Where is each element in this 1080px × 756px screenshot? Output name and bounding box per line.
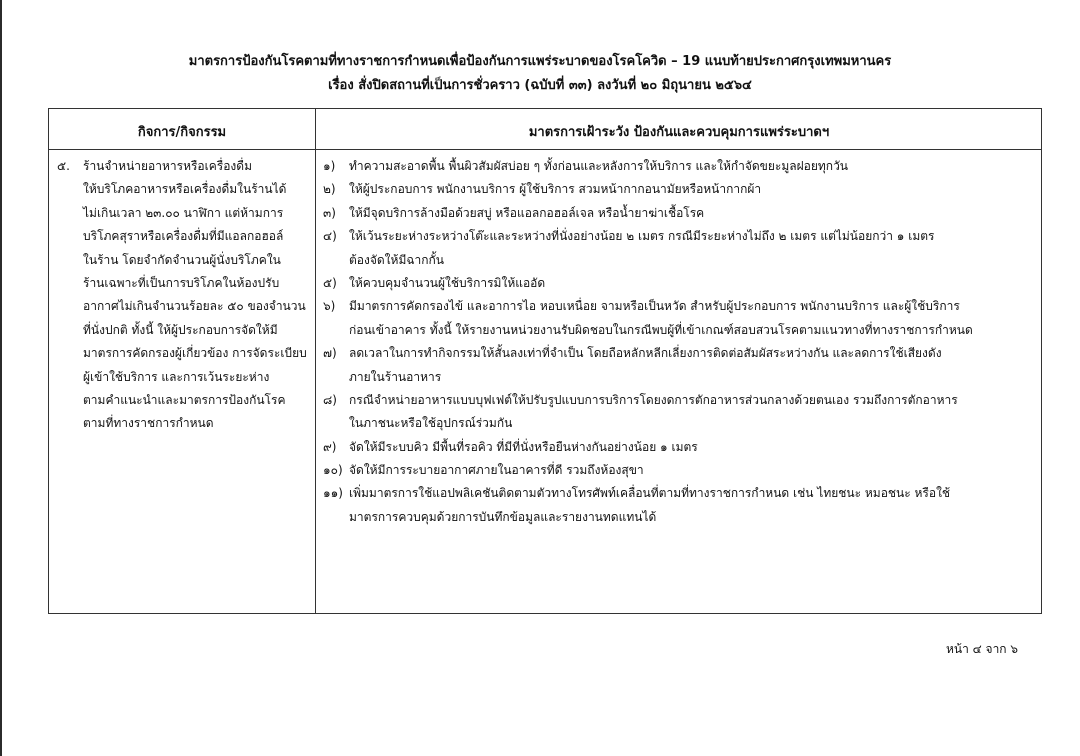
measure-text: ทำความสะอาดพื้น พื้นผิวสัมผัสบ่อย ๆ ทั้งก่อนและหลังการให้บริการ และให้กำจัดขยะมูลฝอยทุกวัน bbox=[349, 159, 849, 173]
document-title-line-2: เรื่อง สั่งปิดสถานที่เป็นการชั่วคราว (ฉบับที่ ๓๓) ลงวันที่ ๒๐ มิถุนายน ๒๕๖๔ bbox=[328, 78, 752, 93]
measure-text: ภายในร้านอาหาร bbox=[349, 369, 442, 384]
header-divider bbox=[49, 149, 1041, 150]
measure-item-7-continued bbox=[323, 366, 1035, 389]
measure-item-8-continued bbox=[323, 412, 1035, 435]
measure-item-10 bbox=[323, 459, 1035, 482]
measure-number: ๓) bbox=[323, 205, 336, 220]
measure-text: ลดเวลาในการทำกิจกรรมให้สั้นลงเท่าที่จำเป็น โดยถือหลักหลีกเลี่ยงการติดต่อสัมผัสระหว่างกัน และลดการใช้เสียงดัง bbox=[349, 346, 942, 361]
measure-item-11-continued bbox=[323, 506, 1035, 529]
measure-number: ๑๑) bbox=[323, 486, 343, 501]
page-number: หน้า ๔ จาก ๖ bbox=[945, 642, 1018, 656]
measure-number: ๗) bbox=[323, 346, 337, 361]
measure-number: ๑๐) bbox=[323, 463, 343, 478]
column-header-activity: กิจการ/กิจกรรม bbox=[137, 125, 227, 140]
measure-number: ๑) bbox=[323, 159, 336, 173]
measures-table bbox=[48, 108, 1042, 614]
measure-number: ๘) bbox=[323, 392, 337, 407]
measure-number: ๖) bbox=[323, 299, 336, 314]
measure-text: มาตรการควบคุมด้วยการบันทึกข้อมูลและรายงานทดแทนได้ bbox=[349, 509, 657, 524]
measure-text: ก่อนเข้าอาคาร ทั้งนี้ ให้รายงานหน่วยงานรับผิดชอบในกรณีพบผู้ที่เข้าเกณฑ์สอบสวนโรคตามแนวทางที่ทางราชการกำหนด bbox=[349, 322, 973, 337]
activity-line: ให้บริโภคอาหารหรือเครื่องดื่มในร้านได้ bbox=[83, 182, 287, 197]
activity-line: ตามคำแนะนำและมาตรการป้องกันโรค bbox=[83, 393, 286, 408]
measure-text: ให้เว้นระยะห่างระหว่างโต๊ะและระหว่างที่นั่งอย่างน้อย ๒ เมตร กรณีมีระยะห่างไม่ถึง ๒ เมตร แต่ไม่น้อยกว่า ๑ เมตร bbox=[349, 229, 935, 244]
measure-text: จัดให้มีการระบายอากาศภายในอาคารที่ดี รวมถึงห้องสุขา bbox=[349, 463, 644, 478]
measure-item-1 bbox=[323, 155, 1035, 178]
measure-text: เพิ่มมาตรการใช้แอปพลิเคชันติดตามตัวทางโทรศัพท์เคลื่อนที่ตามที่ทางราชการกำหนด เช่น ไทยชนะ หมอชนะ หรือใช้ bbox=[349, 486, 951, 501]
activity-line: ที่นั่งปกติ ทั้งนี้ ให้ผู้ประกอบการจัดให้มี bbox=[83, 322, 278, 337]
column-divider bbox=[315, 109, 316, 613]
measure-item-3 bbox=[323, 202, 1035, 225]
measure-number: ๕) bbox=[323, 275, 337, 290]
activity-cell bbox=[57, 155, 309, 436]
activity-line: ผู้เข้าใช้บริการ และการเว้นระยะห่าง bbox=[83, 369, 270, 384]
measure-item-7 bbox=[323, 342, 1035, 365]
measure-item-8 bbox=[323, 389, 1035, 412]
activity-line: มาตรการคัดกรองผู้เกี่ยวข้อง การจัดระเบียบ bbox=[83, 346, 307, 361]
activity-line: อากาศไม่เกินจำนวนร้อยละ ๕๐ ของจำนวน bbox=[83, 299, 306, 314]
measure-number: ๔) bbox=[323, 229, 337, 244]
measure-number: ๙) bbox=[323, 439, 337, 454]
measure-text: ให้มีจุดบริการล้างมือด้วยสบู่ หรือแอลกอฮอล์เจล หรือน้ำยาฆ่าเชื้อโรค bbox=[349, 205, 705, 220]
measure-text: ให้ผู้ประกอบการ พนักงานบริการ ผู้ใช้บริการ สวมหน้ากากอนามัยหรือหน้ากากผ้า bbox=[349, 182, 762, 197]
activity-line: บริโภคสุราหรือเครื่องดื่มที่มีแอลกอฮอล์ bbox=[83, 229, 284, 244]
measure-text: ต้องจัดให้มีฉากกั้น bbox=[349, 252, 445, 267]
measure-item-2 bbox=[323, 178, 1035, 201]
measure-item-4-continued bbox=[323, 249, 1035, 272]
measure-item-4 bbox=[323, 225, 1035, 248]
activity-line: ตามที่ทางราชการกำหนด bbox=[83, 416, 214, 431]
measure-item-9 bbox=[323, 436, 1035, 459]
measure-item-5 bbox=[323, 272, 1035, 295]
activity-line: ไม่เกินเวลา ๒๓.๐๐ นาฬิกา แต่ห้ามการ bbox=[83, 205, 284, 220]
measures-cell bbox=[323, 155, 1035, 529]
document-title-line-1: มาตรการป้องกันโรคตามที่ทางราชการกำหนดเพื่อป้องกันการแพร่ระบาดของโรคโควิด – 19 แนบท้ายประกาศกรุงเทพมหานคร bbox=[188, 54, 892, 69]
measure-text: ให้ควบคุมจำนวนผู้ใช้บริการมิให้แออัด bbox=[349, 275, 546, 290]
activity-number: ๕. bbox=[57, 159, 70, 173]
column-header-measures: มาตรการเฝ้าระวัง ป้องกันและควบคุมการแพร่ระบาดฯ bbox=[528, 125, 830, 140]
activity-line: ร้านเฉพาะที่เป็นการบริโภคในห้องปรับ bbox=[83, 276, 280, 291]
page-left-edge bbox=[0, 0, 2, 756]
measure-text: มีมาตรการคัดกรองไข้ และอาการไอ หอบเหนื่อย จามหรือเป็นหวัด สำหรับผู้ประกอบการ พนักงานบริการ และผู้ใช้บริการ bbox=[349, 299, 960, 314]
measure-number: ๒) bbox=[323, 182, 336, 197]
activity-line: ร้านจำหน่ายอาหารหรือเครื่องดื่ม bbox=[83, 159, 252, 173]
measure-item-6 bbox=[323, 295, 1035, 318]
measure-text: ในภาชนะหรือใช้อุปกรณ์ร่วมกัน bbox=[349, 416, 513, 431]
activity-line: ในร้าน โดยจำกัดจำนวนผู้นั่งบริโภคใน bbox=[83, 252, 281, 267]
measure-text: กรณีจำหน่ายอาหารแบบบุฟเฟต์ให้ปรับรูปแบบการบริการโดยงดการตักอาหารส่วนกลางด้วยตนเอง รวมถึงการตักอาหาร bbox=[349, 392, 958, 407]
measure-item-6-continued bbox=[323, 319, 1035, 342]
measure-item-11 bbox=[323, 482, 1035, 505]
measure-text: จัดให้มีระบบคิว มีพื้นที่รอคิว ที่มีที่นั่งหรือยืนห่างกันอย่างน้อย ๑ เมตร bbox=[349, 439, 698, 454]
